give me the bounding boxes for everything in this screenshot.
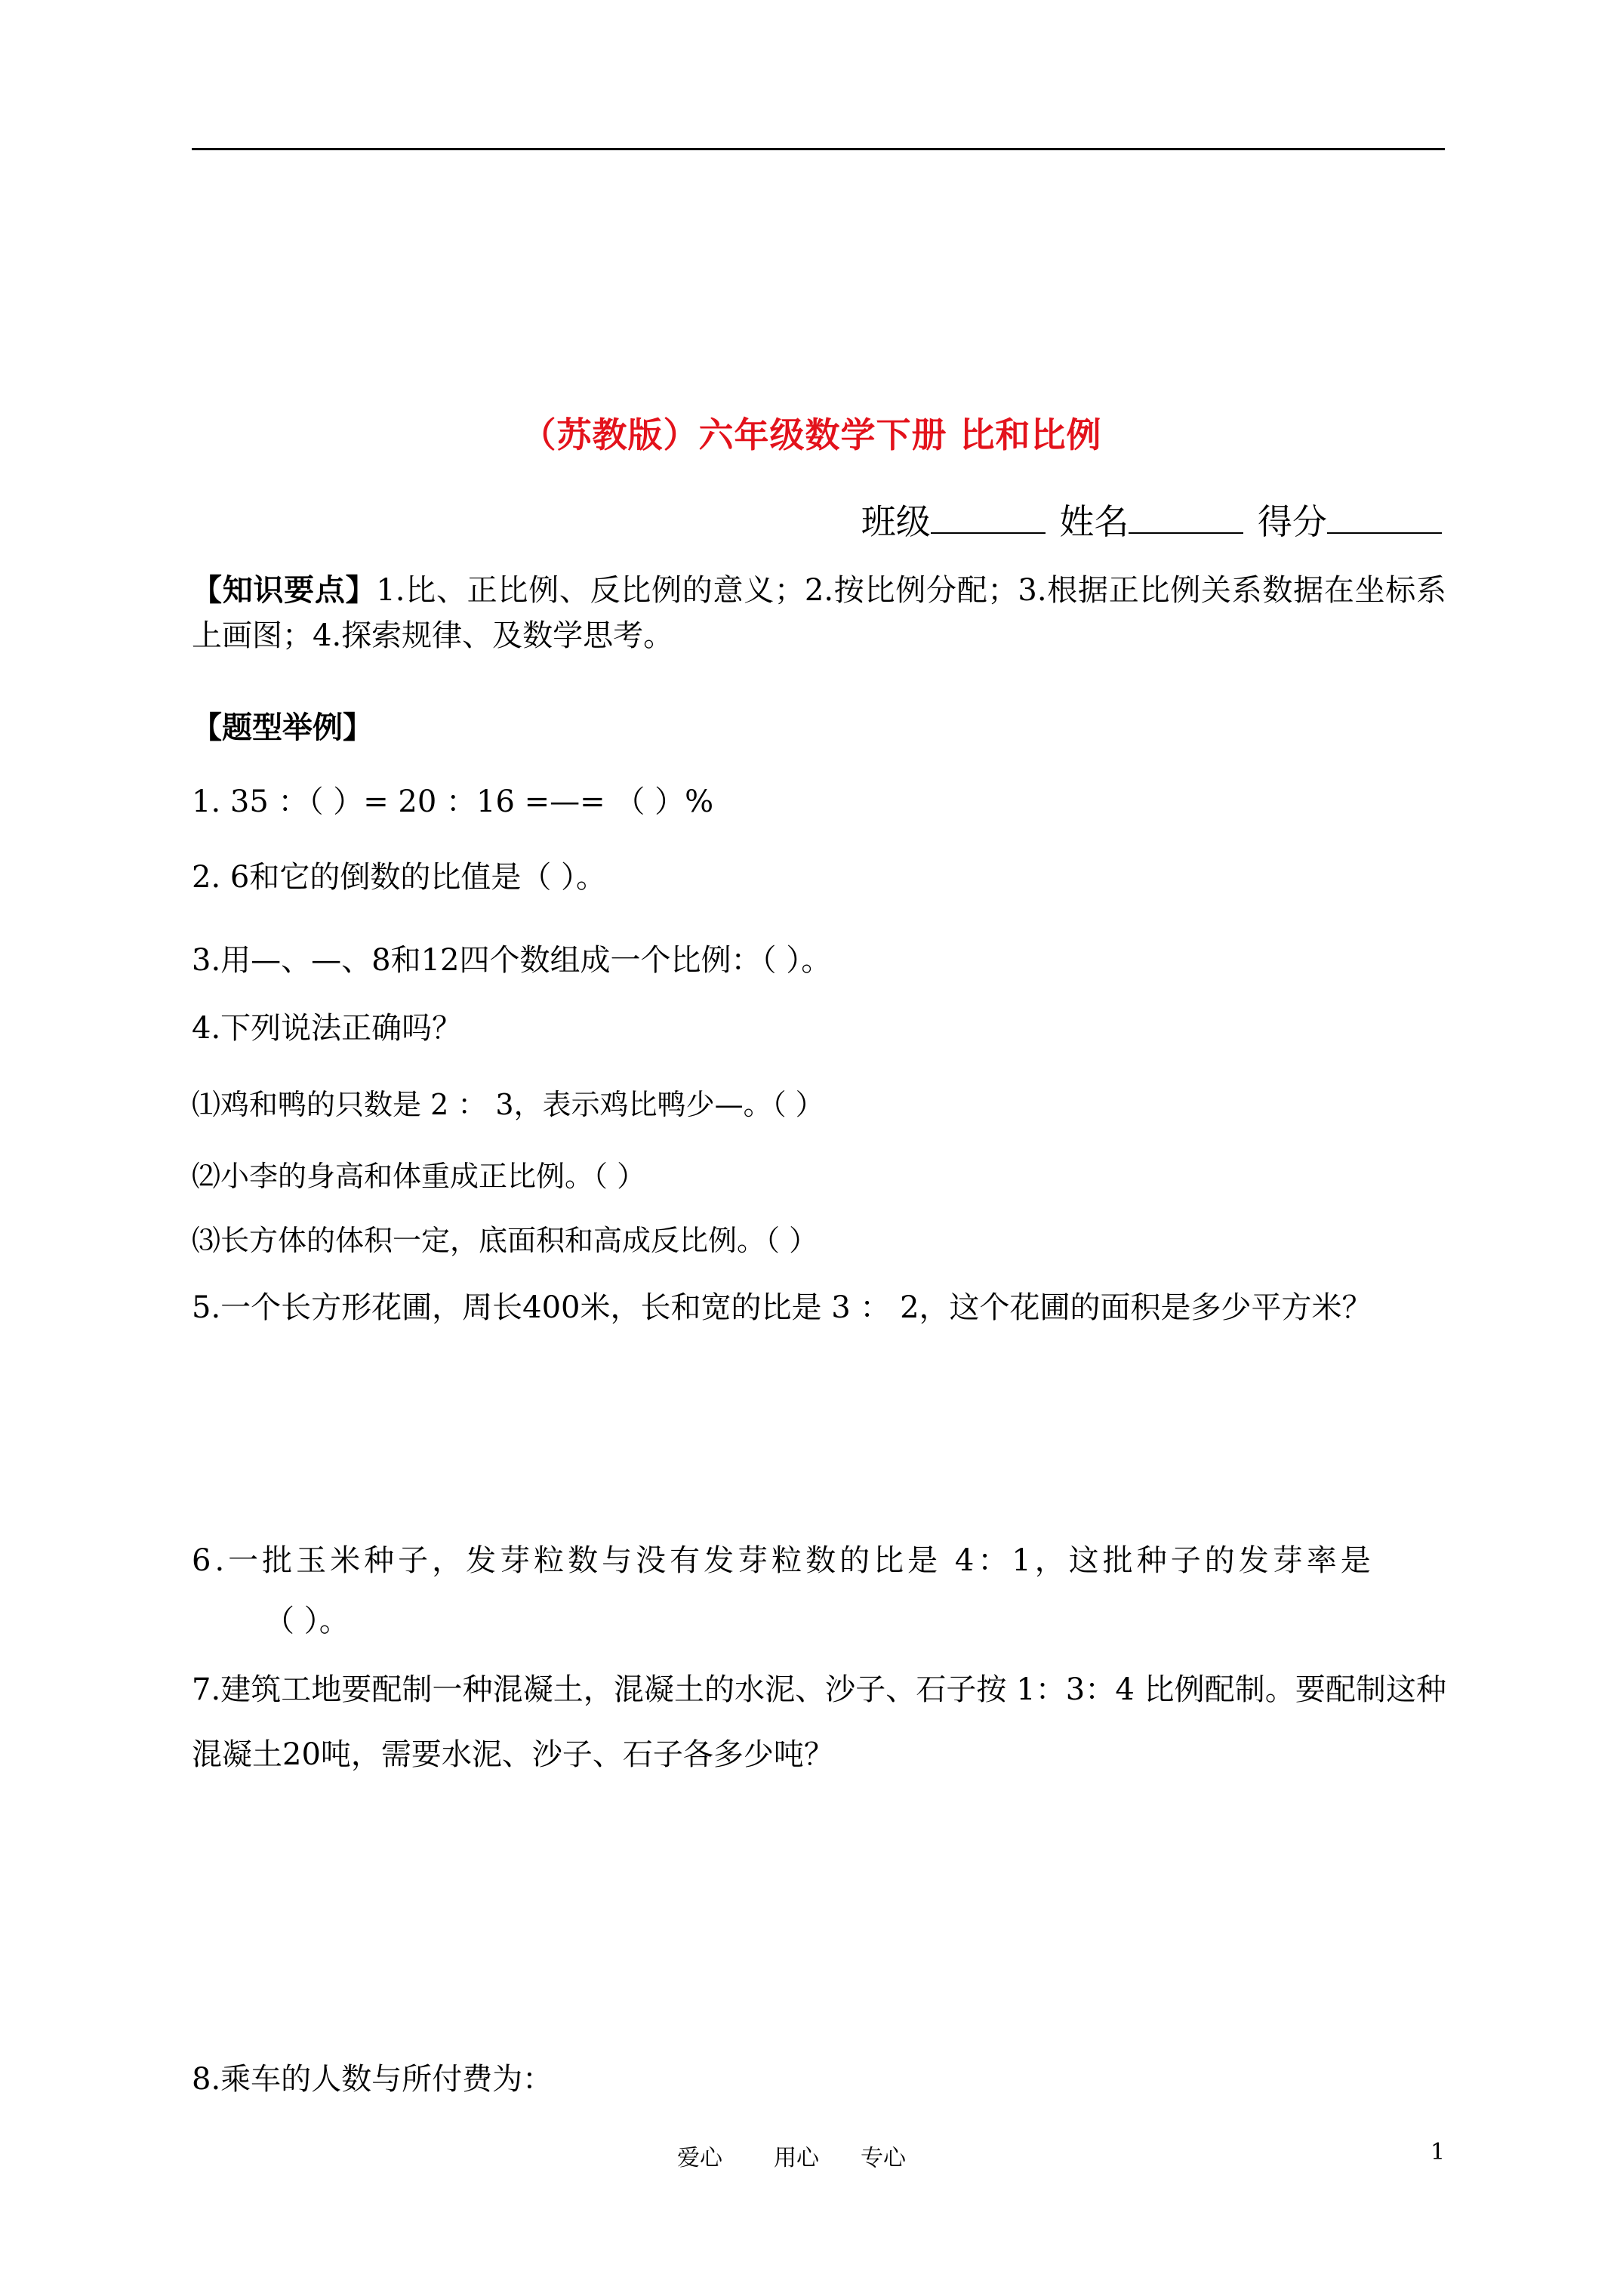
question-3: 3.用—、—、8和12四个数组成一个比例：（ ）。 — [192, 943, 832, 978]
question-4: 4.下列说法正确吗？ — [192, 1011, 463, 1046]
footer-text-2: 用心 — [774, 2145, 819, 2171]
name-blank[interactable] — [1129, 502, 1243, 534]
question-4-item-3: ⑶长方体的体积一定，底面积和高成反比例。（ ） — [192, 1224, 818, 1257]
question-7: 7.建筑工地要配制一种混凝土，混凝土的水泥、沙子、石子按 1：3：4 比例配制。要配制这种混凝土20吨，需要水泥、沙子、石子各多少吨？ — [192, 1672, 1446, 1772]
footer-text-3: 专心 — [861, 2145, 906, 2171]
knowledge-heading: 【知识要点】 — [192, 572, 377, 608]
question-1: 1. 35 ：（ ）= 20 ：16 =—= （ ）% — [192, 784, 714, 819]
page-title: （苏教版）六年级数学下册 比和比例 — [521, 415, 1102, 455]
student-info-line — [861, 495, 1445, 544]
footer-text-1: 爱心 — [677, 2145, 722, 2171]
score-blank[interactable] — [1327, 502, 1442, 534]
page-number: 1 — [1431, 2139, 1446, 2165]
question-8: 8.乘车的人数与所付费为： — [192, 2062, 553, 2097]
question-6: 6.一批玉米种子，发芽粒数与没有发芽粒数的比是 4：1，这批种子的发芽率是 — [192, 1543, 1375, 1578]
knowledge-text: 1.比、正比例、反比例的意义；2.按比例分配；3.根据正比例关系数据在坐标系上画图；4.探索规律、及数学思考。 — [192, 573, 1446, 653]
header-rule — [192, 148, 1445, 150]
class-blank[interactable] — [931, 502, 1046, 534]
question-6-blank: （ ）。 — [264, 1604, 350, 1638]
question-2: 2. 6和它的倒数的比值是（ ）。 — [192, 860, 607, 895]
question-5: 5.一个长方形花圃，周长400米，长和宽的比是 3 ： 2，这个花圃的面积是多少平方米？ — [192, 1290, 1372, 1325]
question-4-item-1: ⑴鸡和鸭的只数是 2 ： 3，表示鸡比鸭少—。（ ） — [192, 1088, 824, 1121]
name-label: 姓名 — [1059, 501, 1129, 542]
examples-heading: 【题型举例】 — [192, 710, 373, 745]
class-label: 班级 — [861, 501, 931, 542]
knowledge-points — [192, 568, 1446, 658]
question-4-item-2: ⑵小李的身高和体重成正比例。（ ） — [192, 1160, 646, 1193]
score-label: 得分 — [1258, 501, 1327, 542]
